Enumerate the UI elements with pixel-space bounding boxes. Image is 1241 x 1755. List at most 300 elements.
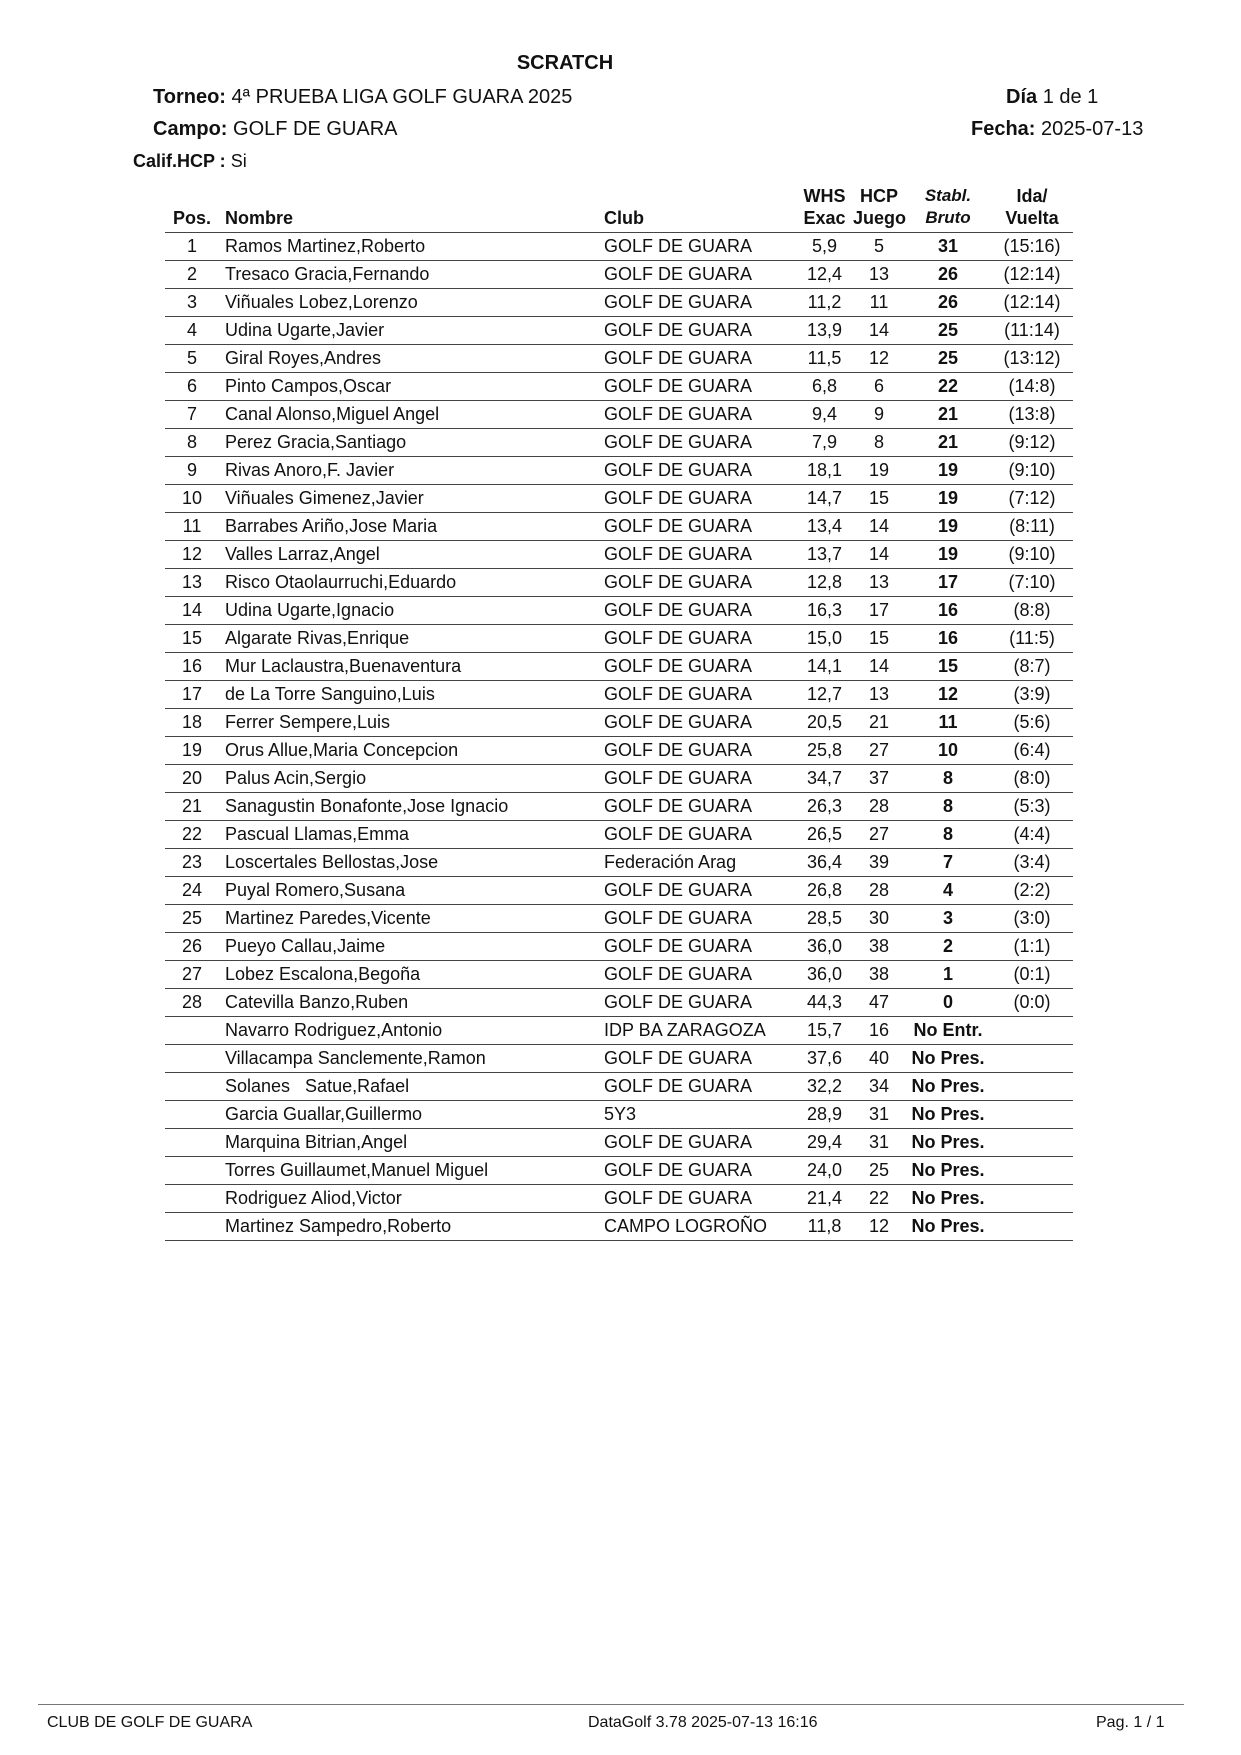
col-idavuelta-header [991,185,1073,233]
cell-name: Rivas Anoro,F. Javier [219,457,596,485]
table-row [165,233,1073,261]
cell-stab: 16 [905,597,991,625]
cell-whs: 11,8 [796,1213,853,1241]
cell-stab: 19 [905,485,991,513]
cell-whs: 37,6 [796,1045,853,1073]
table-row [165,933,1073,961]
cell-stab: No Pres. [905,1129,991,1157]
cell-hcp: 12 [853,1213,905,1241]
cell-whs: 26,5 [796,821,853,849]
cell-name: Navarro Rodriguez,Antonio [219,1017,596,1045]
cell-whs: 34,7 [796,765,853,793]
cell-stab: 17 [905,569,991,597]
cell-club: GOLF DE GUARA [596,625,796,653]
cell-name: Solanes Satue,Rafael [219,1073,596,1101]
cell-hcp: 5 [853,233,905,261]
cell-whs: 18,1 [796,457,853,485]
cell-name: Algarate Rivas,Enrique [219,625,596,653]
cell-pos: 13 [165,569,219,597]
cell-club: GOLF DE GUARA [596,233,796,261]
table-row [165,1045,1073,1073]
cell-pos: 17 [165,681,219,709]
cell-name: Perez Gracia,Santiago [219,429,596,457]
cell-name: Garcia Guallar,Guillermo [219,1101,596,1129]
table-row [165,709,1073,737]
cell-pos: 4 [165,317,219,345]
footer-page: Pag. 1 / 1 [1096,1714,1165,1731]
cell-whs: 25,8 [796,737,853,765]
report-title: SCRATCH [516,52,614,74]
cell-club: IDP BA ZARAGOZA [596,1017,796,1045]
cell-idavuelta: (7:12) [991,485,1073,513]
cell-idavuelta [991,1213,1073,1241]
cell-whs: 44,3 [796,989,853,1017]
cell-name: Palus Acin,Sergio [219,765,596,793]
cell-stab: 15 [905,653,991,681]
cell-club: GOLF DE GUARA [596,821,796,849]
footer-club: CLUB DE GOLF DE GUARA [47,1714,253,1731]
cell-club: GOLF DE GUARA [596,1157,796,1185]
dia-line [1006,86,1098,109]
cell-pos: 9 [165,457,219,485]
cell-idavuelta: (9:12) [991,429,1073,457]
cell-club: GOLF DE GUARA [596,653,796,681]
cell-hcp: 13 [853,261,905,289]
cell-hcp: 6 [853,373,905,401]
col-pos-header: Pos. [165,185,219,233]
cell-whs: 14,7 [796,485,853,513]
calif-value: Si [230,151,247,171]
cell-pos: 6 [165,373,219,401]
cell-idavuelta [991,1045,1073,1073]
cell-name: Tresaco Gracia,Fernando [219,261,596,289]
cell-stab: 26 [905,261,991,289]
cell-hcp: 14 [853,541,905,569]
cell-name: Canal Alonso,Miguel Angel [219,401,596,429]
cell-club: Federación Arag [596,849,796,877]
table-header-row [165,185,1073,233]
cell-pos: 12 [165,541,219,569]
cell-idavuelta: (8:7) [991,653,1073,681]
cell-club: GOLF DE GUARA [596,1129,796,1157]
cell-club: GOLF DE GUARA [596,317,796,345]
campo-line [153,118,398,141]
dia-value: 1 de 1 [1042,86,1099,108]
cell-pos: 24 [165,877,219,905]
cell-pos: 16 [165,653,219,681]
col-nombre-header: Nombre [219,185,596,233]
cell-name: Pascual Llamas,Emma [219,821,596,849]
cell-idavuelta: (12:14) [991,289,1073,317]
cell-stab: 1 [905,961,991,989]
cell-name: Giral Royes,Andres [219,345,596,373]
table-row [165,1129,1073,1157]
cell-hcp: 31 [853,1101,905,1129]
cell-club: GOLF DE GUARA [596,933,796,961]
table-row [165,877,1073,905]
cell-idavuelta: (8:0) [991,765,1073,793]
cell-name: Loscertales Bellostas,Jose [219,849,596,877]
cell-pos: 19 [165,737,219,765]
table-row [165,793,1073,821]
cell-idavuelta: (7:10) [991,569,1073,597]
cell-name: Ramos Martinez,Roberto [219,233,596,261]
cell-club: GOLF DE GUARA [596,737,796,765]
cell-name: Pinto Campos,Oscar [219,373,596,401]
cell-idavuelta: (0:1) [991,961,1073,989]
cell-idavuelta: (11:5) [991,625,1073,653]
cell-name: Torres Guillaumet,Manuel Miguel [219,1157,596,1185]
cell-name: Udina Ugarte,Javier [219,317,596,345]
cell-idavuelta [991,1101,1073,1129]
cell-stab: 8 [905,765,991,793]
table-row [165,765,1073,793]
col-whs-line2: Exac [803,208,846,228]
cell-club: GOLF DE GUARA [596,709,796,737]
cell-whs: 13,9 [796,317,853,345]
cell-pos: 23 [165,849,219,877]
cell-stab: No Pres. [905,1157,991,1185]
cell-pos [165,1129,219,1157]
cell-stab: 21 [905,401,991,429]
cell-hcp: 13 [853,681,905,709]
table-row [165,401,1073,429]
cell-whs: 36,0 [796,961,853,989]
cell-club: GOLF DE GUARA [596,597,796,625]
table-row [165,513,1073,541]
cell-name: Barrabes Ariño,Jose Maria [219,513,596,541]
cell-name: Orus Allue,Maria Concepcion [219,737,596,765]
cell-club: 5Y3 [596,1101,796,1129]
cell-name: Pueyo Callau,Jaime [219,933,596,961]
cell-hcp: 12 [853,345,905,373]
table-row [165,457,1073,485]
cell-stab: No Pres. [905,1073,991,1101]
cell-whs: 20,5 [796,709,853,737]
cell-pos: 1 [165,233,219,261]
cell-idavuelta [991,1129,1073,1157]
cell-pos: 26 [165,933,219,961]
cell-name: Martinez Paredes,Vicente [219,905,596,933]
cell-hcp: 34 [853,1073,905,1101]
table-row [165,1101,1073,1129]
results-body [165,233,1073,1241]
cell-hcp: 8 [853,429,905,457]
cell-club: GOLF DE GUARA [596,1045,796,1073]
table-row [165,345,1073,373]
cell-pos: 20 [165,765,219,793]
cell-club: GOLF DE GUARA [596,1185,796,1213]
cell-name: Risco Otaolaurruchi,Eduardo [219,569,596,597]
campo-value: GOLF DE GUARA [233,118,398,140]
cell-idavuelta [991,1017,1073,1045]
cell-whs: 15,0 [796,625,853,653]
cell-club: GOLF DE GUARA [596,989,796,1017]
cell-pos: 27 [165,961,219,989]
table-row [165,1157,1073,1185]
cell-name: Mur Laclaustra,Buenaventura [219,653,596,681]
cell-idavuelta: (9:10) [991,541,1073,569]
calif-line [133,151,247,172]
cell-hcp: 47 [853,989,905,1017]
cell-idavuelta: (1:1) [991,933,1073,961]
cell-stab: No Pres. [905,1213,991,1241]
cell-club: GOLF DE GUARA [596,765,796,793]
col-whs-header [796,185,853,233]
cell-stab: 12 [905,681,991,709]
cell-whs: 15,7 [796,1017,853,1045]
cell-pos [165,1101,219,1129]
cell-stab: 31 [905,233,991,261]
col-stab-header [905,185,991,233]
cell-pos [165,1157,219,1185]
cell-stab: 19 [905,457,991,485]
table-row [165,289,1073,317]
campo-label: Campo: [153,118,228,140]
table-row [165,373,1073,401]
table-row [165,429,1073,457]
cell-idavuelta: (11:14) [991,317,1073,345]
cell-whs: 11,2 [796,289,853,317]
cell-idavuelta: (6:4) [991,737,1073,765]
cell-hcp: 37 [853,765,905,793]
cell-name: Catevilla Banzo,Ruben [219,989,596,1017]
cell-hcp: 13 [853,569,905,597]
cell-club: GOLF DE GUARA [596,289,796,317]
cell-pos: 5 [165,345,219,373]
cell-club: GOLF DE GUARA [596,373,796,401]
footer-divider [38,1704,1184,1705]
cell-stab: No Pres. [905,1101,991,1129]
cell-pos: 18 [165,709,219,737]
cell-club: CAMPO LOGROÑO [596,1213,796,1241]
cell-hcp: 38 [853,933,905,961]
cell-club: GOLF DE GUARA [596,261,796,289]
cell-stab: 16 [905,625,991,653]
cell-idavuelta [991,1157,1073,1185]
table-row [165,849,1073,877]
cell-pos: 8 [165,429,219,457]
col-hcp-line2: Juego [853,208,907,228]
cell-idavuelta: (13:12) [991,345,1073,373]
cell-club: GOLF DE GUARA [596,429,796,457]
cell-stab: 4 [905,877,991,905]
cell-pos [165,1213,219,1241]
cell-idavuelta: (14:8) [991,373,1073,401]
cell-stab: 21 [905,429,991,457]
cell-club: GOLF DE GUARA [596,485,796,513]
cell-stab: 11 [905,709,991,737]
cell-idavuelta: (13:8) [991,401,1073,429]
cell-stab: 26 [905,289,991,317]
cell-club: GOLF DE GUARA [596,401,796,429]
cell-hcp: 30 [853,905,905,933]
cell-name: Viñuales Gimenez,Javier [219,485,596,513]
cell-name: Valles Larraz,Angel [219,541,596,569]
cell-hcp: 38 [853,961,905,989]
cell-idavuelta: (3:9) [991,681,1073,709]
cell-whs: 21,4 [796,1185,853,1213]
cell-name: Udina Ugarte,Ignacio [219,597,596,625]
cell-whs: 32,2 [796,1073,853,1101]
cell-stab: No Entr. [905,1017,991,1045]
cell-hcp: 14 [853,653,905,681]
cell-club: GOLF DE GUARA [596,877,796,905]
cell-stab: 8 [905,793,991,821]
cell-idavuelta: (5:6) [991,709,1073,737]
cell-whs: 13,7 [796,541,853,569]
cell-whs: 14,1 [796,653,853,681]
cell-idavuelta: (3:0) [991,905,1073,933]
col-hcp-header [853,185,905,233]
table-row [165,961,1073,989]
cell-whs: 11,5 [796,345,853,373]
cell-stab: No Pres. [905,1185,991,1213]
cell-club: GOLF DE GUARA [596,345,796,373]
col-hcp-line1: HCP [859,186,898,206]
table-row [165,1073,1073,1101]
table-row [165,905,1073,933]
table-row [165,1017,1073,1045]
cell-idavuelta: (3:4) [991,849,1073,877]
cell-whs: 28,5 [796,905,853,933]
cell-hcp: 14 [853,317,905,345]
table-row [165,989,1073,1017]
cell-whs: 7,9 [796,429,853,457]
table-row [165,485,1073,513]
cell-whs: 13,4 [796,513,853,541]
col-iv-line1: Ida/ [1016,186,1048,206]
cell-whs: 12,7 [796,681,853,709]
cell-hcp: 25 [853,1157,905,1185]
cell-club: GOLF DE GUARA [596,569,796,597]
torneo-label: Torneo: [153,86,226,108]
cell-name: Puyal Romero,Susana [219,877,596,905]
cell-idavuelta: (12:14) [991,261,1073,289]
table-row [165,569,1073,597]
cell-whs: 5,9 [796,233,853,261]
cell-hcp: 9 [853,401,905,429]
cell-club: GOLF DE GUARA [596,541,796,569]
cell-idavuelta: (9:10) [991,457,1073,485]
cell-name: Rodriguez Aliod,Victor [219,1185,596,1213]
cell-whs: 9,4 [796,401,853,429]
cell-hcp: 14 [853,513,905,541]
fecha-line [971,118,1143,141]
cell-stab: 7 [905,849,991,877]
cell-pos: 2 [165,261,219,289]
cell-hcp: 22 [853,1185,905,1213]
cell-stab: No Pres. [905,1045,991,1073]
cell-hcp: 21 [853,709,905,737]
cell-idavuelta: (5:3) [991,793,1073,821]
cell-whs: 29,4 [796,1129,853,1157]
cell-stab: 3 [905,905,991,933]
cell-stab: 19 [905,541,991,569]
cell-pos [165,1073,219,1101]
cell-idavuelta: (8:8) [991,597,1073,625]
cell-whs: 28,9 [796,1101,853,1129]
cell-name: de La Torre Sanguino,Luis [219,681,596,709]
cell-hcp: 27 [853,821,905,849]
cell-pos: 7 [165,401,219,429]
cell-stab: 0 [905,989,991,1017]
cell-pos: 25 [165,905,219,933]
table-row [165,541,1073,569]
cell-hcp: 19 [853,457,905,485]
cell-stab: 19 [905,513,991,541]
cell-whs: 26,8 [796,877,853,905]
cell-hcp: 15 [853,485,905,513]
col-club-header: Club [596,185,796,233]
cell-hcp: 11 [853,289,905,317]
torneo-value: 4ª PRUEBA LIGA GOLF GUARA 2025 [231,86,573,108]
cell-name: Sanagustin Bonafonte,Jose Ignacio [219,793,596,821]
cell-pos [165,1045,219,1073]
cell-whs: 36,4 [796,849,853,877]
cell-pos: 28 [165,989,219,1017]
table-row [165,653,1073,681]
cell-idavuelta: (2:2) [991,877,1073,905]
torneo-line [153,86,572,109]
cell-hcp: 40 [853,1045,905,1073]
cell-hcp: 15 [853,625,905,653]
cell-pos: 11 [165,513,219,541]
table-row [165,737,1073,765]
cell-pos: 14 [165,597,219,625]
table-row [165,1185,1073,1213]
cell-name: Marquina Bitrian,Angel [219,1129,596,1157]
cell-stab: 2 [905,933,991,961]
cell-club: GOLF DE GUARA [596,793,796,821]
cell-pos [165,1017,219,1045]
table-row [165,1213,1073,1241]
table-row [165,597,1073,625]
cell-club: GOLF DE GUARA [596,457,796,485]
cell-whs: 26,3 [796,793,853,821]
cell-club: GOLF DE GUARA [596,1073,796,1101]
dia-label: Día [1006,86,1038,108]
cell-pos: 15 [165,625,219,653]
cell-club: GOLF DE GUARA [596,513,796,541]
table-row [165,681,1073,709]
cell-name: Lobez Escalona,Begoña [219,961,596,989]
footer-software: DataGolf 3.78 2025-07-13 16:16 [588,1714,818,1731]
cell-whs: 6,8 [796,373,853,401]
cell-stab: 8 [905,821,991,849]
cell-whs: 12,4 [796,261,853,289]
cell-pos: 22 [165,821,219,849]
cell-whs: 24,0 [796,1157,853,1185]
col-stab-line2: Bruto [925,208,971,227]
cell-name: Villacampa Sanclemente,Ramon [219,1045,596,1073]
cell-club: GOLF DE GUARA [596,681,796,709]
cell-whs: 36,0 [796,933,853,961]
cell-name: Viñuales Lobez,Lorenzo [219,289,596,317]
cell-whs: 12,8 [796,569,853,597]
table-row [165,261,1073,289]
table-row [165,821,1073,849]
cell-idavuelta: (0:0) [991,989,1073,1017]
cell-stab: 10 [905,737,991,765]
cell-pos [165,1185,219,1213]
col-iv-line2: Vuelta [1005,208,1059,228]
cell-idavuelta [991,1185,1073,1213]
cell-name: Martinez Sampedro,Roberto [219,1213,596,1241]
cell-pos: 3 [165,289,219,317]
cell-name: Ferrer Sempere,Luis [219,709,596,737]
cell-hcp: 28 [853,877,905,905]
